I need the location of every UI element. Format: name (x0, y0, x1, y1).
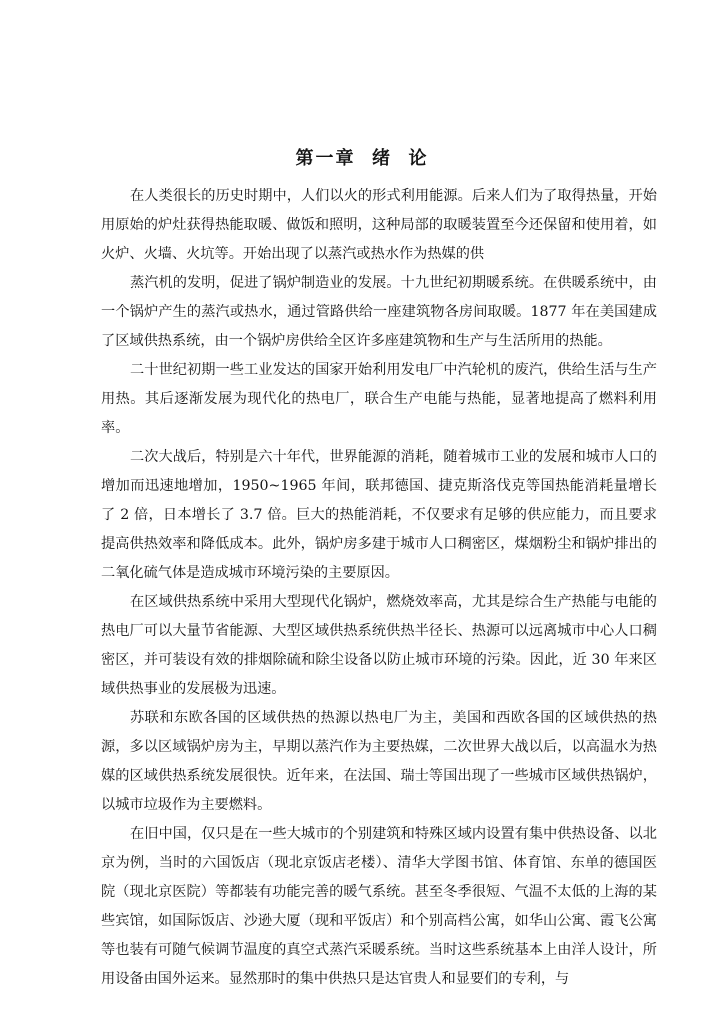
paragraph-7: 在旧中国，仅只是在一些大城市的个别建筑和特殊区域内设置有集中供热设备、以北京为例，当时的六国饭店（现北京饭店老楼）、清华大学图书馆、体育馆、东单的德国医院（现北京医院）等都装有功能完善的暖气系统。甚至冬季很短、气温不太低的上海的某些宾馆，如国际饭店、沙逊大厦（现和平饭店）和个别高档公寓，如华山公寓、霞飞公寓等也装有可随气候调节温度的真空式蒸汽采暖系统。当时这些系统基本上由洋人设计，所用设备由国外运来。显然那时的集中供热只是达官贵人和显要们的专利，与 (101, 826, 657, 987)
paragraph-4: 二次大战后，特别是六十年代，世界能源的消耗，随着城市工业的发展和城市人口的增加而迅速地增加，1950~1965 年间，联邦德国、捷克斯洛伐克等国热能消耗量增长了 2 倍，日本增长了 3.7 倍。巨大的热能消耗，不仅要求有足够的供应能力，而且要求提高供热效率和降低成本。此外，锅炉房多建于城市人口稠密区，煤烟粉尘和锅炉排出的二氧化硫气体是造成城市环境污染的主要原因。 (101, 449, 657, 581)
chapter-title: 第一章 绪 论 (295, 148, 429, 169)
paragraph-3: 二十世纪初期一些工业发达的国家开始利用发电厂中汽轮机的废汽，供给生活与生产用热。其后逐渐发展为现代化的热电厂，联合生产电能与热能，显著地提高了燃料利用率。 (101, 362, 657, 436)
paragraph-6: 苏联和东欧各国的区域供热的热源以热电厂为主，美国和西欧各国的区域供热的热源，多以区域锅炉房为主，早期以蒸汽作为主要热媒，二次世界大战以后，以高温水为热媒的区域供热系统发展很快。近年来，在法国、瑞士等国出现了一些城市区域供热锅炉，以城市垃圾作为主要燃料。 (101, 710, 657, 813)
paragraph-2: 蒸汽机的发明，促进了锅炉制造业的发展。十九世纪初期暖系统。在供暖系统中，由一个锅炉产生的蒸汽或热水，通过管路供给一座建筑物各房间取暖。1877 年在美国建成了区域供热系统，由一个锅炉房供给全区许多座建筑物和生产与生活所用的热能。 (101, 275, 657, 349)
paragraph-5: 在区域供热系统中采用大型现代化锅炉，燃烧效率高，尤其是综合生产热能与电能的热电厂可以大量节省能源、大型区域供热系统供热半径长、热源可以远离城市中心人口稠密区，并可装设有效的排烟除硫和除尘设备以防止城市环境的污染。因此，近 30 年来区域供热事业的发展极为迅速。 (101, 594, 657, 697)
paragraph-1: 在人类很长的历史时期中，人们以火的形式利用能源。后来人们为了取得热量，开始用原始的炉灶获得热能取暖、做饭和照明，这种局部的取暖装置至今还保留和使用着，如火炉、火墙、火坑等。开始出现了以蒸汽或热水作为热媒的供 (101, 188, 657, 262)
body-text (101, 182, 657, 994)
